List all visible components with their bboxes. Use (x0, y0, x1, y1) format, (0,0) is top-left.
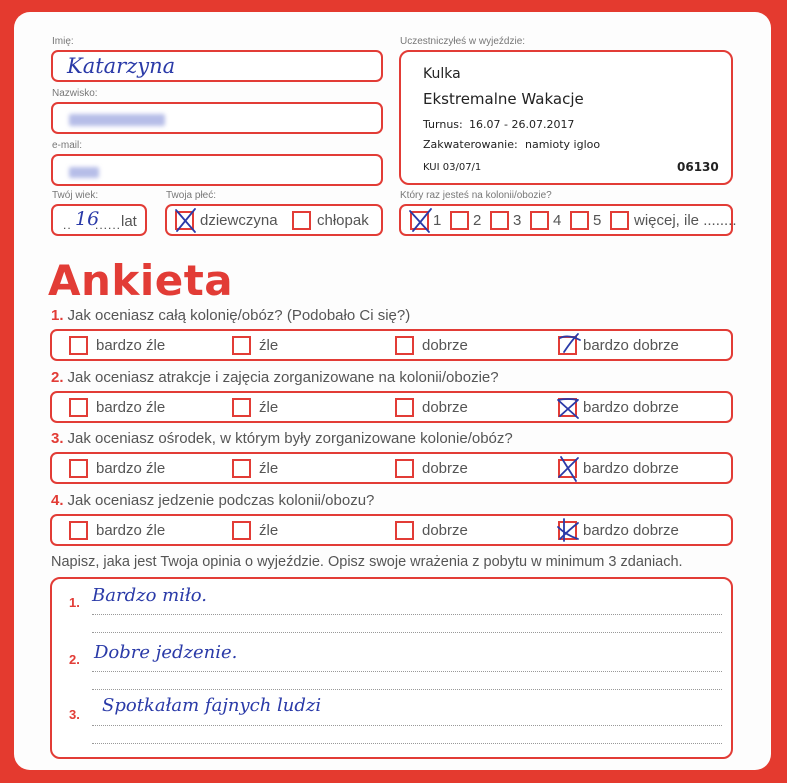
opinion-line-3-rule (92, 725, 722, 726)
surname-label: Nazwisko: (52, 88, 98, 99)
times-1-checkbox[interactable] (410, 211, 429, 230)
q2-option-1-checkbox[interactable] (69, 398, 88, 417)
q1-option-1-label: bardzo źle (96, 337, 166, 354)
times-field (399, 204, 737, 236)
info-group: Kulka (423, 66, 461, 82)
q3-option-2-checkbox[interactable] (232, 459, 251, 478)
age-dots-post: ...... (95, 218, 122, 232)
opinion-line-2-text: Dobre jedzenie. (94, 642, 238, 663)
q2-option-3-checkbox[interactable] (395, 398, 414, 417)
info-company: Ekstremalne Wakacje (423, 90, 584, 108)
question-3: 3. Jak oceniasz ośrodek, w którym były zorganizowane kolonie/obóz? (51, 430, 513, 447)
times-2-checkbox[interactable] (450, 211, 469, 230)
q3-option-1-checkbox[interactable] (69, 459, 88, 478)
checked-x-icon (556, 332, 582, 360)
opinion-line-1-rule (92, 614, 722, 615)
opinion-line-1-text: Bardzo miło. (92, 585, 208, 606)
q3-option-3-label: dobrze (422, 460, 468, 477)
info-turnus-label: Turnus: (423, 118, 463, 131)
checked-x-icon (556, 455, 582, 483)
surname-field[interactable] (51, 102, 383, 134)
times-more-checkbox[interactable] (610, 211, 629, 230)
opinion-line-2-number: 2. (69, 652, 80, 667)
times-3-checkbox[interactable] (490, 211, 509, 230)
question-3-options (50, 452, 733, 484)
checked-x-icon (408, 207, 434, 235)
participant-label: Uczestniczyłeś w wyjeździe: (400, 36, 526, 47)
info-accommodation-label: Zakwaterowanie: (423, 138, 518, 151)
opinion-rule (92, 743, 722, 744)
email-field[interactable] (51, 154, 383, 186)
q4-option-2-label: źle (259, 522, 279, 539)
q1-option-3-label: dobrze (422, 337, 468, 354)
q3-option-2-label: źle (259, 460, 279, 477)
email-label: e-mail: (52, 140, 83, 151)
question-1-options (50, 329, 733, 361)
question-1: 1. Jak oceniasz całą kolonię/obóz? (Podobało Ci się?) (51, 307, 411, 324)
opinion-line-2-rule (92, 671, 722, 672)
gender-field (165, 204, 383, 236)
name-field[interactable] (51, 50, 383, 82)
q3-option-4-label: bardzo dobrze (583, 460, 679, 477)
q4-option-3-checkbox[interactable] (395, 521, 414, 540)
info-code: KUI 03/07/1 (423, 162, 482, 173)
name-label: Imię: (52, 36, 74, 47)
q2-option-4-checkbox[interactable] (558, 398, 577, 417)
name-value: Katarzyna (67, 54, 176, 78)
opinion-line-3-number: 3. (69, 707, 80, 722)
opinion-line-1-number: 1. (69, 595, 80, 610)
gender-female-checkbox[interactable] (175, 211, 194, 230)
times-1-label: 1 (433, 212, 442, 229)
q4-option-3-label: dobrze (422, 522, 468, 539)
times-5-label: 5 (593, 212, 602, 229)
q3-option-1-label: bardzo źle (96, 460, 166, 477)
opinion-prompt: Napisz, jaka jest Twoja opinia o wyjeździe. Opisz swoje wrażenia z pobytu w minimum 3 zdaniach. (51, 554, 683, 570)
question-2-options (50, 391, 733, 423)
info-number: 06130 (677, 160, 719, 174)
gender-male-checkbox[interactable] (292, 211, 311, 230)
opinion-box[interactable] (50, 577, 733, 759)
q3-option-4-checkbox[interactable] (558, 459, 577, 478)
gender-female-label: dziewczyna (200, 212, 278, 229)
question-4: 4. Jak oceniasz jedzenie podczas kolonii/obozu? (51, 492, 375, 509)
q2-option-1-label: bardzo źle (96, 399, 166, 416)
times-more-label: więcej, ile ........ (634, 212, 737, 229)
times-3-label: 3 (513, 212, 522, 229)
gender-male-label: chłopak (317, 212, 369, 229)
participant-info-box (399, 50, 733, 185)
surname-redacted (69, 114, 165, 126)
checked-x-icon (173, 207, 199, 235)
times-2-label: 2 (473, 212, 482, 229)
q1-option-4-label: bardzo dobrze (583, 337, 679, 354)
q4-option-4-label: bardzo dobrze (583, 522, 679, 539)
page-title: Ankieta (48, 256, 234, 305)
q4-option-2-checkbox[interactable] (232, 521, 251, 540)
info-accommodation-value: namioty igloo (525, 138, 601, 151)
gender-label: Twoja płeć: (166, 190, 217, 201)
times-4-checkbox[interactable] (530, 211, 549, 230)
age-dots-pre: .. (63, 218, 72, 232)
q2-option-4-label: bardzo dobrze (583, 399, 679, 416)
question-2: 2. Jak oceniasz atrakcje i zajęcia zorganizowane na kolonii/obozie? (51, 369, 499, 386)
opinion-line-3-text: Spotkałam fajnych ludzi (102, 695, 322, 716)
q3-option-3-checkbox[interactable] (395, 459, 414, 478)
email-redacted (69, 167, 99, 178)
checked-x-icon (556, 394, 582, 422)
q1-option-3-checkbox[interactable] (395, 336, 414, 355)
q1-option-2-checkbox[interactable] (232, 336, 251, 355)
info-turnus-value: 16.07 - 26.07.2017 (469, 118, 575, 131)
q2-option-2-checkbox[interactable] (232, 398, 251, 417)
q1-option-1-checkbox[interactable] (69, 336, 88, 355)
opinion-rule (92, 689, 722, 690)
survey-sheet (14, 12, 771, 770)
q2-option-3-label: dobrze (422, 399, 468, 416)
opinion-rule (92, 632, 722, 633)
age-value: 16 (75, 208, 100, 230)
times-label: Który raz jesteś na kolonii/obozie? (400, 190, 552, 201)
q2-option-2-label: źle (259, 399, 279, 416)
times-5-checkbox[interactable] (570, 211, 589, 230)
times-4-label: 4 (553, 212, 562, 229)
age-field[interactable] (51, 204, 147, 236)
q4-option-1-label: bardzo źle (96, 522, 166, 539)
q1-option-4-checkbox[interactable] (558, 336, 577, 355)
q1-option-2-label: źle (259, 337, 279, 354)
q4-option-4-checkbox[interactable] (558, 521, 577, 540)
question-4-options (50, 514, 733, 546)
q4-option-1-checkbox[interactable] (69, 521, 88, 540)
age-label: Twój wiek: (52, 190, 99, 201)
age-unit: lat (121, 213, 137, 230)
checked-x-icon (556, 517, 582, 545)
